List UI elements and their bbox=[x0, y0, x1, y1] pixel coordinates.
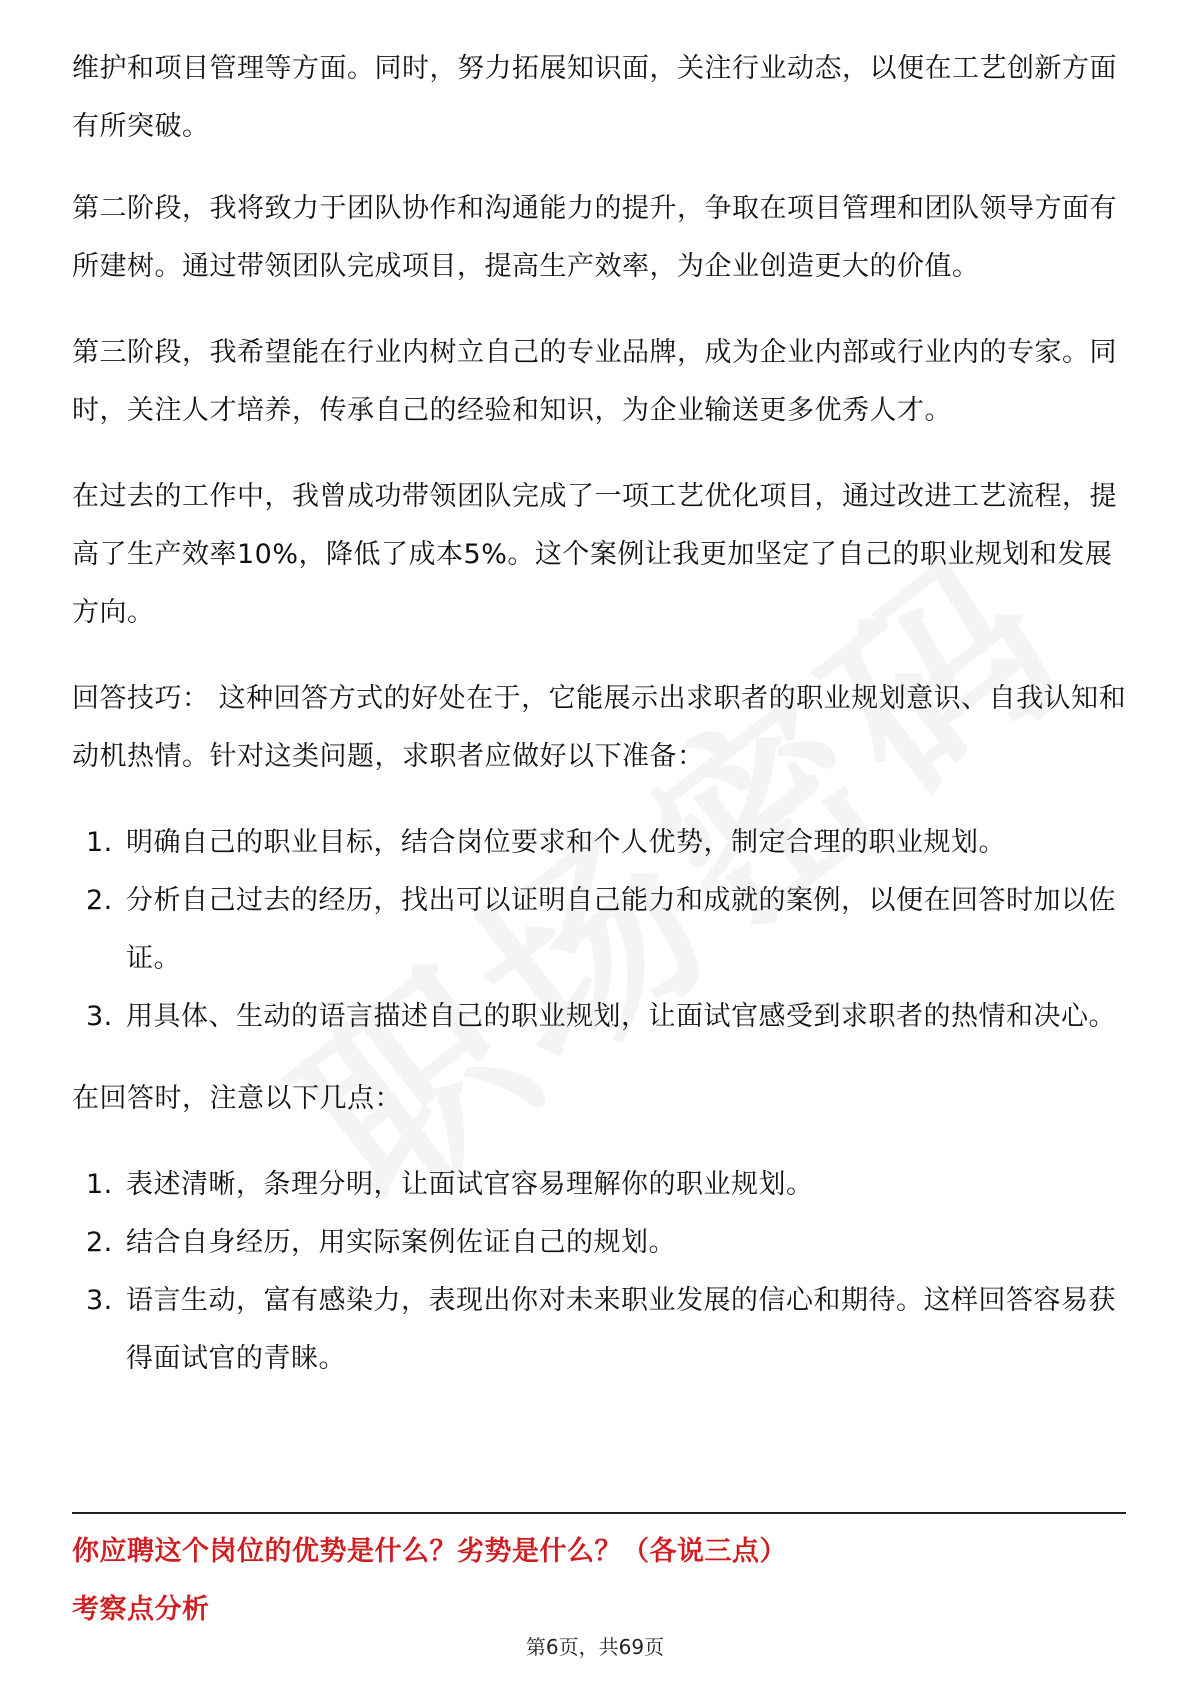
notes-intro: 在回答时，注意以下几点： bbox=[72, 1083, 402, 1114]
list-item bbox=[72, 872, 1132, 988]
paragraph-3: 第三阶段，我希望能在行业内树立自己的专业品牌，成为企业内部或行业内的专家。同时，关注人才培养，传承自己的经验和知识，为企业输送更多优秀人才。 bbox=[72, 337, 1117, 426]
list-item-number: 3. bbox=[86, 1285, 113, 1316]
list-item-text: 结合自身经历，用实际案例佐证自己的规划。 bbox=[126, 1227, 676, 1258]
page-number-footer: 第6页，共69页 bbox=[525, 1635, 665, 1659]
paragraph-2: 第二阶段，我将致力于团队协作和沟通能力的提升，争取在项目管理和团队领导方面有所建树。通过带领团队完成项目，提高生产效率，为企业创造更大的价值。 bbox=[72, 193, 1117, 282]
list-item-text: 明确自己的职业目标，结合岗位要求和个人优势，制定合理的职业规划。 bbox=[126, 827, 1006, 858]
list-item-number: 3. bbox=[86, 1001, 113, 1032]
preparation-list bbox=[72, 814, 1132, 1046]
list-item-number: 2. bbox=[86, 1227, 113, 1258]
paragraph-1: 维护和项目管理等方面。同时，努力拓展知识面，关注行业动态，以便在工艺创新方面有所突破。 bbox=[72, 53, 1117, 142]
list-item-text: 表述清晰，条理分明，让面试官容易理解你的职业规划。 bbox=[126, 1169, 814, 1200]
answer-tips-paragraph: 回答技巧： 这种回答方式的好处在于，它能展示出求职者的职业规划意识、自我认知和动机热情。针对这类问题，求职者应做好以下准备： bbox=[72, 683, 1127, 772]
list-item-number: 2. bbox=[86, 885, 113, 916]
list-item bbox=[72, 814, 1132, 872]
notes-list bbox=[72, 1156, 1132, 1388]
paragraph-4: 在过去的工作中，我曾成功带领团队完成了一项工艺优化项目，通过改进工艺流程，提高了生产效率10%，降低了成本5%。这个案例让我更加坚定了自己的职业规划和发展方向。 bbox=[72, 481, 1117, 628]
list-item-number: 1. bbox=[86, 827, 113, 858]
list-item bbox=[72, 1156, 1132, 1214]
list-item bbox=[72, 1214, 1132, 1272]
list-item-number: 1. bbox=[86, 1169, 113, 1200]
section-divider bbox=[72, 1512, 1126, 1514]
analysis-heading: 考察点分析 bbox=[72, 1594, 210, 1625]
next-question-heading: 你应聘这个岗位的优势是什么？劣势是什么？（各说三点） bbox=[72, 1536, 787, 1567]
list-item-text: 分析自己过去的经历，找出可以证明自己能力和成就的案例，以便在回答时加以佐证。 bbox=[126, 885, 1116, 974]
list-item bbox=[72, 988, 1132, 1046]
list-item bbox=[72, 1272, 1132, 1388]
list-item-text: 用具体、生动的语言描述自己的职业规划，让面试官感受到求职者的热情和决心。 bbox=[126, 1001, 1116, 1032]
list-item-text: 语言生动，富有感染力，表现出你对未来职业发展的信心和期待。这样回答容易获得面试官的青睐。 bbox=[126, 1285, 1116, 1374]
main-content bbox=[72, 40, 1132, 1412]
